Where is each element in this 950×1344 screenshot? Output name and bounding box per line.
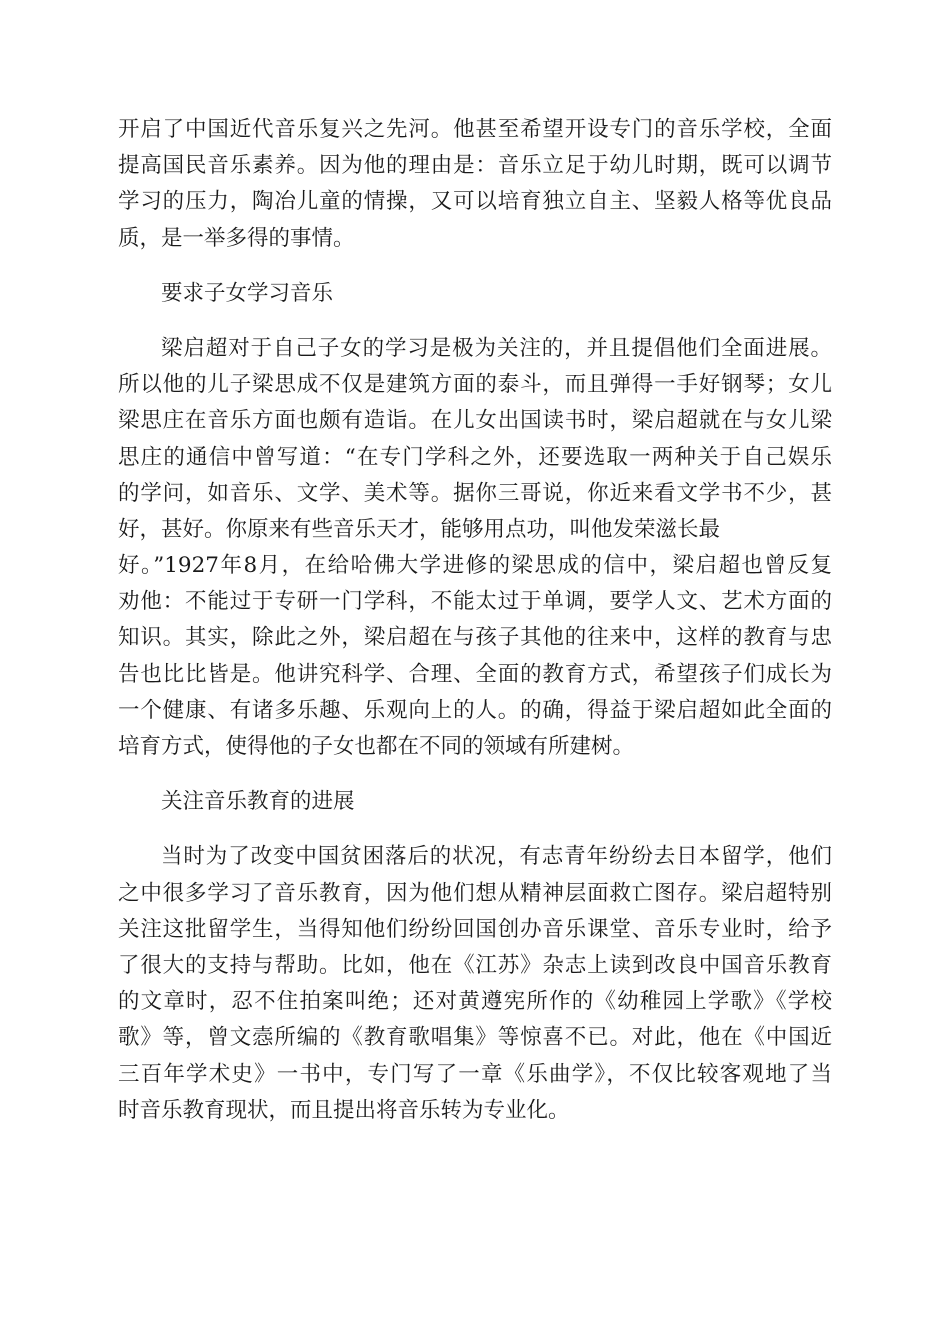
paragraph-children-education xyxy=(118,331,832,765)
text-line: 了很大的支持与帮助。比如，他在《江苏》杂志上读到改良中国音乐教育 xyxy=(118,952,832,978)
heading-text: 要求子女学习音乐 xyxy=(161,280,334,306)
text-line: 劝他：不能过于专研一门学科，不能太过于单调，要学人文、艺术方面的 xyxy=(118,589,832,615)
text-line: 之中很多学习了音乐教育，因为他们想从精神层面救亡图存。梁启超特别 xyxy=(118,880,832,906)
text-line: 时音乐教育现状，而且提出将音乐转为专业化。 xyxy=(118,1097,570,1123)
text-line: 开启了中国近代音乐复兴之先河。他甚至希望开设专门的音乐学校，全面 xyxy=(118,117,832,142)
text-line: 三百年学术史》一书中，专门写了一章《乐曲学》，不仅比较客观地了当 xyxy=(118,1061,832,1087)
paragraph-music-revival xyxy=(118,112,832,257)
text-line: 好，甚好。你原来有些音乐天才，能够用点功，叫他发荣滋长最 xyxy=(118,516,721,542)
text-line: 梁思庄在音乐方面也颇有造诣。在儿女出国读书时，梁启超就在与女儿梁 xyxy=(118,408,832,434)
document-body xyxy=(118,112,832,1129)
text-line: 关注这批留学生，当得知他们纷纷回国创办音乐课堂、音乐专业时，给予 xyxy=(118,916,832,942)
text-line: 歌》等，曾文悫所编的《教育歌唱集》等惊喜不已。对此，他在《中国近 xyxy=(118,1025,832,1051)
heading-text: 关注音乐教育的进展 xyxy=(161,789,355,815)
text-line: 思庄的通信中曾写道：“在专门学科之外，还要选取一两种关于自己娱乐 xyxy=(118,444,832,470)
text-line: 提高国民音乐素养。因为他的理由是：音乐立足于幼儿时期，既可以调节 xyxy=(118,153,832,179)
text-line: 告也比比皆是。他讲究科学、合理、全面的教育方式，希望孩子们成长为 xyxy=(118,661,832,687)
section-heading-music-education xyxy=(118,784,832,820)
text-line: 一个健康、有诸多乐趣、乐观向上的人。的确，得益于梁启超如此全面的 xyxy=(118,697,832,723)
text-line: 所以他的儿子梁思成不仅是建筑方面的泰斗，而且弹得一手好钢琴；女儿 xyxy=(118,372,832,398)
text-line: 梁启超对于自己子女的学习是极为关注的，并且提倡他们全面进展。 xyxy=(161,335,832,361)
text-line: 质，是一举多得的事情。 xyxy=(118,225,355,251)
paragraph-music-education-progress xyxy=(118,839,832,1129)
text-line: 学习的压力，陶冶儿童的情操，又可以培育独立自主、坚毅人格等优良品 xyxy=(118,189,832,215)
text-line: 好。”1927年8月，在给哈佛大学进修的梁思成的信中，梁启超也曾反复 xyxy=(118,553,832,579)
section-heading-children-music xyxy=(118,276,832,312)
text-line: 的文章时，忍不住拍案叫绝；还对黄遵宪所作的《幼稚园上学歌》《学校 xyxy=(118,989,832,1015)
text-line: 培育方式，使得他的子女也都在不同的领域有所建树。 xyxy=(118,734,635,759)
text-line: 当时为了改变中国贫困落后的状况，有志青年纷纷去日本留学，他们 xyxy=(161,844,832,870)
text-line: 的学问，如音乐、文学、美术等。据你三哥说，你近来看文学书不少，甚 xyxy=(118,480,832,506)
text-line: 知识。其实，除此之外，梁启超在与孩子其他的往来中，这样的教育与忠 xyxy=(118,625,832,651)
